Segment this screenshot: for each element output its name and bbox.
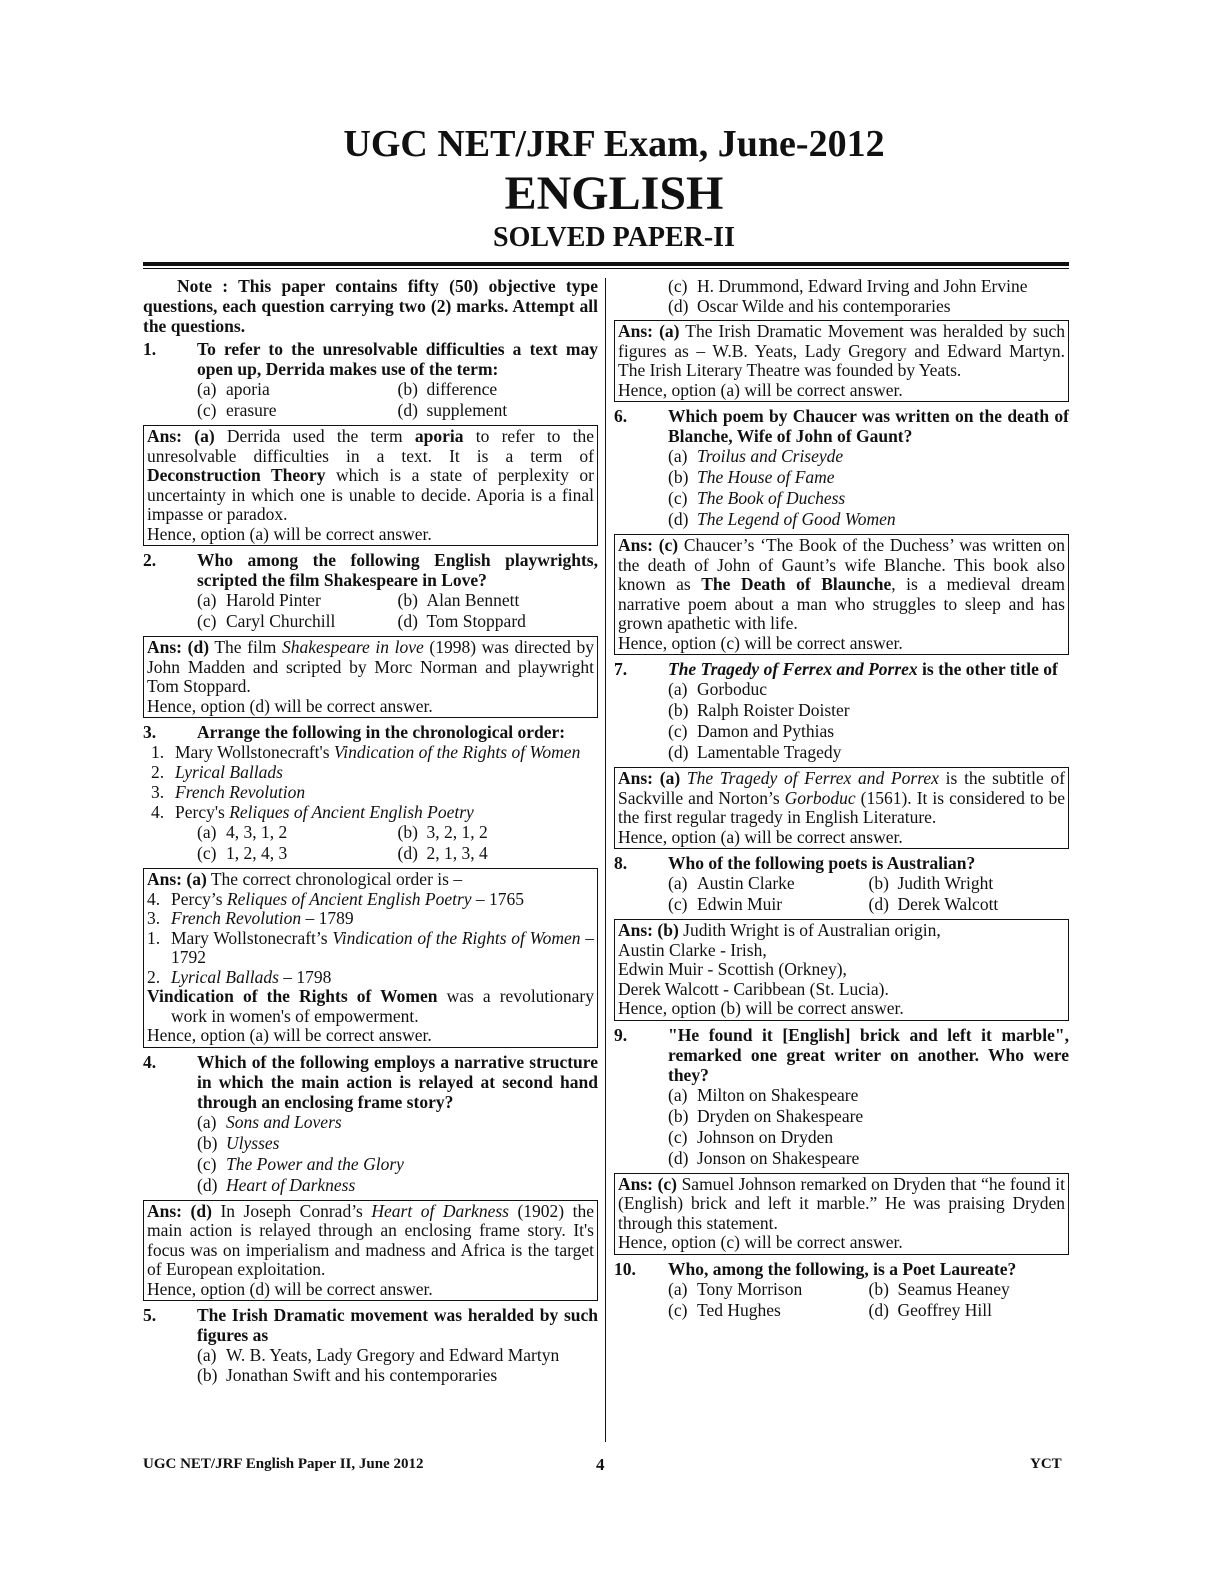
order-item-1: 1. Mary Wollstonecraft’s Vindication of the Rights of Women – 1792 <box>147 927 595 967</box>
question-2 <box>143 550 598 590</box>
question-number: 2. <box>143 550 157 570</box>
question-4 <box>143 1052 598 1112</box>
option-d: (d) Derek Walcott <box>868 894 999 914</box>
question-number: 10. <box>614 1258 636 1279</box>
answer-box: Ans: (d) The film Shakespeare in love (1998) was directed by John Madden and scripted by Morc Norman and playwright Tom Stoppard. Hence, option (d) will be correct answer. <box>143 636 598 718</box>
option-a: (a) Harold Pinter <box>197 590 321 610</box>
option-a: (a) aporia <box>197 379 270 399</box>
options <box>614 679 1069 763</box>
option-b: (b) Dryden on Shakespeare <box>668 1105 864 1126</box>
right-column <box>614 276 1069 1321</box>
option-a: (a) Troilus and Criseyde <box>668 446 844 466</box>
question-5 <box>143 1305 598 1345</box>
options <box>143 1112 598 1196</box>
option-b: (b) Jonathan Swift and his contemporaries <box>197 1365 498 1385</box>
answer-conclusion: Hence, option (a) will be correct answer. <box>618 826 903 847</box>
option-b: (b) Ulysses <box>197 1132 280 1153</box>
options <box>614 1085 1069 1169</box>
option-a: (a) Gorboduc <box>668 679 767 699</box>
option-c: (c) erasure <box>197 400 277 420</box>
question-text: Who of the following poets is Australian? <box>668 853 976 873</box>
left-column <box>143 276 598 1385</box>
options <box>143 822 598 864</box>
options-continued <box>614 276 1069 316</box>
item-3: 3. French Revolution <box>151 782 306 802</box>
option-b: (b) Seamus Heaney <box>868 1278 1010 1299</box>
question-text: Arrange the following in the chronological order: <box>197 722 566 742</box>
option-b: (b) Alan Bennett <box>397 590 520 610</box>
question-text: The Irish Dramatic movement was heralded by such figures as <box>197 1305 598 1345</box>
option-c: (c) The Power and the Glory <box>197 1153 404 1174</box>
question-10 <box>614 1259 1069 1279</box>
question-number: 3. <box>143 722 157 742</box>
option-d: (d) 2, 1, 3, 4 <box>397 843 488 863</box>
option-a: (a) Milton on Shakespeare <box>668 1084 859 1105</box>
option-c: (c) The Book of Duchess <box>668 488 846 508</box>
question-text: "He found it [English] brick and left it marble", remarked one great writer on another. Who were they? <box>668 1024 1069 1085</box>
option-b: (b) Judith Wright <box>868 873 994 893</box>
option-d: (d) Oscar Wilde and his contemporaries <box>668 296 951 316</box>
order-item-4: 4. Percy’s Reliques of Ancient English Poetry – 1765 <box>147 888 525 909</box>
option-d: (d) Geoffrey Hill <box>868 1299 992 1320</box>
answer-box: Ans: (d) In Joseph Conrad’s Heart of Darkness (1902) the main action is relayed through an enclosing frame story. It's focus was on imperialism and madness and Africa is the target of European exploitation. Hence, option (d) will be correct answer. <box>143 1200 598 1302</box>
exam-title: UGC NET/JRF Exam, June-2012 <box>343 123 885 165</box>
options <box>614 1279 1069 1321</box>
footer-paper-title: UGC NET/JRF English Paper II, June 2012 <box>143 1456 424 1472</box>
option-a: (a) Tony Morrison <box>668 1278 803 1299</box>
order-item-3: 3. French Revolution – 1789 <box>147 908 354 928</box>
item-2: 2. Lyrical Ballads <box>151 762 283 782</box>
question-number: 8. <box>614 853 628 873</box>
option-a: (a) 4, 3, 1, 2 <box>197 822 288 842</box>
option-d: (d) Tom Stoppard <box>397 611 526 631</box>
column-divider <box>605 278 606 1442</box>
header-rule-thin <box>143 268 1069 269</box>
option-d: (d) The Legend of Good Women <box>668 509 896 529</box>
question-text: Who, among the following, is a Poet Laureate? <box>668 1258 1017 1279</box>
order-item-2: 2. Lyrical Ballads – 1798 <box>147 966 332 987</box>
answer-conclusion: Hence, option (a) will be correct answer. <box>147 523 432 544</box>
answer-box: Ans: (a) The Tragedy of Ferrex and Porrex is the subtitle of Sackville and Norton’s Gorboduc (1561). It is considered to be the first regular tragedy in English Literature. Hence, option (a) will be correct answer. <box>614 767 1069 849</box>
page-number: 4 <box>596 1455 605 1474</box>
question-number: 5. <box>143 1305 157 1325</box>
question-text: To refer to the unresolvable difficulties a text may open up, Derrida makes use of the term: <box>197 339 598 379</box>
answer-box: Ans: (a) The correct chronological order is – 4. Percy’s Reliques of Ancient English Poetry – 1765 3. French Revolution – 1789 1. Mary Wollstonecraft’s Vindication of the Rights of Women – 1792 2. Lyrical Ballads – 1798 Vindication of the Rights of Women was a revolutionary work in women's of empowerment. Hence, option (a) will be correct answer. <box>143 868 598 1048</box>
answer-conclusion: Hence, option (a) will be correct answer. <box>147 1025 432 1045</box>
answer-conclusion: Hence, option (b) will be correct answer. <box>618 998 904 1018</box>
options <box>143 590 598 632</box>
question-7 <box>614 659 1069 679</box>
answer-conclusion: Hence, option (c) will be correct answer. <box>618 1232 903 1252</box>
question-number: 7. <box>614 659 628 679</box>
option-b: (b) The House of Fame <box>668 467 835 487</box>
question-number: 9. <box>614 1024 628 1045</box>
subject-title: ENGLISH <box>504 167 724 220</box>
option-c: (c) Ted Hughes <box>668 1299 781 1320</box>
option-b: (b) 3, 2, 1, 2 <box>397 822 488 842</box>
question-text: Which of the following employs a narrative structure in which the main action is relayed at second hand through an enclosing frame story? <box>197 1051 598 1112</box>
answer-conclusion: Hence, option (c) will be correct answer. <box>618 632 903 653</box>
options <box>614 873 1069 915</box>
option-d: (d) Jonson on Shakespeare <box>668 1147 860 1168</box>
question-number: 1. <box>143 339 157 359</box>
option-c: (c) 1, 2, 4, 3 <box>197 843 288 863</box>
option-c: (c) Damon and Pythias <box>668 721 835 741</box>
question-9 <box>614 1025 1069 1085</box>
options <box>143 379 598 421</box>
item-4: 4. Percy's Reliques of Ancient English Poetry <box>151 802 474 822</box>
option-c: (c) Johnson on Dryden <box>668 1126 834 1147</box>
answer-conclusion: Hence, option (d) will be correct answer. <box>147 695 433 716</box>
option-d: (d) Lamentable Tragedy <box>668 742 842 762</box>
paper-title: SOLVED PAPER-II <box>493 222 735 253</box>
question-3 <box>143 722 598 742</box>
option-c: (c) Caryl Churchill <box>197 611 336 631</box>
publisher-mark: YCT <box>1030 1456 1062 1472</box>
instructions-note: Note : This paper contains fifty (50) objective type questions, each question carrying two (2) marks. Attempt all the questions. <box>143 276 598 336</box>
option-d: (d) supplement <box>397 400 508 420</box>
question-text: The Tragedy of Ferrex and Porrex is the other title of <box>668 659 1058 679</box>
option-c: (c) H. Drummond, Edward Irving and John Ervine <box>668 276 1028 296</box>
option-b: (b) difference <box>397 379 498 399</box>
option-a: (a) Austin Clarke <box>668 873 795 893</box>
answer-box: Ans: (a) The Irish Dramatic Movement was heralded by such figures as – W.B. Yeats, Lady Gregory and Edward Martyn. The Irish Literary Theatre was founded by Yeats. Hence, option (a) will be correct answer. <box>614 320 1069 402</box>
question-text: Who among the following English playwrights, scripted the film Shakespeare in Love? <box>197 550 598 590</box>
option-a: (a) Sons and Lovers <box>197 1111 342 1132</box>
options <box>143 1345 598 1385</box>
item-1: 1. Mary Wollstonecraft's Vindication of the Rights of Women <box>151 742 581 762</box>
answer-box: Ans: (a) Derrida used the term aporia to refer to the unresolvable difficulties in a text. It is a term of Deconstruction Theory which is a state of perplexity or uncertainty in which one is unable to decide. Aporia is a final impasse or paradox. Hence, option (a) will be correct answer. <box>143 425 598 546</box>
options <box>614 446 1069 530</box>
header-rule-thick <box>143 262 1069 266</box>
option-c: (c) Edwin Muir <box>668 894 783 914</box>
option-a: (a) W. B. Yeats, Lady Gregory and Edward Martyn <box>197 1345 560 1365</box>
answer-box: Ans: (b) Judith Wright is of Australian origin, Austin Clarke - Irish, Edwin Muir - Scottish (Orkney), Derek Walcott - Caribbean (St. Lucia). Hence, option (b) will be correct answer. <box>614 919 1069 1021</box>
question-8 <box>614 853 1069 873</box>
items-list <box>143 742 598 822</box>
answer-conclusion: Hence, option (a) will be correct answer. <box>618 379 903 400</box>
option-d: (d) Heart of Darkness <box>197 1174 356 1195</box>
question-number: 6. <box>614 406 628 426</box>
question-number: 4. <box>143 1051 157 1072</box>
answer-box: Ans: (c) Chaucer’s ‘The Book of the Duchess’ was written on the death of John of Gaunt’s wife Blanche. This book also known as The Death of Blaunche, is a medieval dream narrative poem about a man who struggles to sleep and has grown apathetic with life. Hence, option (c) will be correct answer. <box>614 534 1069 655</box>
question-6 <box>614 406 1069 446</box>
answer-conclusion: Hence, option (d) will be correct answer. <box>147 1278 433 1299</box>
answer-box: Ans: (c) Samuel Johnson remarked on Dryden that “he found it (English) brick and left it marble.” He was praising Dryden through this statement. Hence, option (c) will be correct answer. <box>614 1173 1069 1255</box>
question-text: Which poem by Chaucer was written on the death of Blanche, Wife of John of Gaunt? <box>668 406 1069 446</box>
question-1 <box>143 339 598 379</box>
option-b: (b) Ralph Roister Doister <box>668 700 850 720</box>
